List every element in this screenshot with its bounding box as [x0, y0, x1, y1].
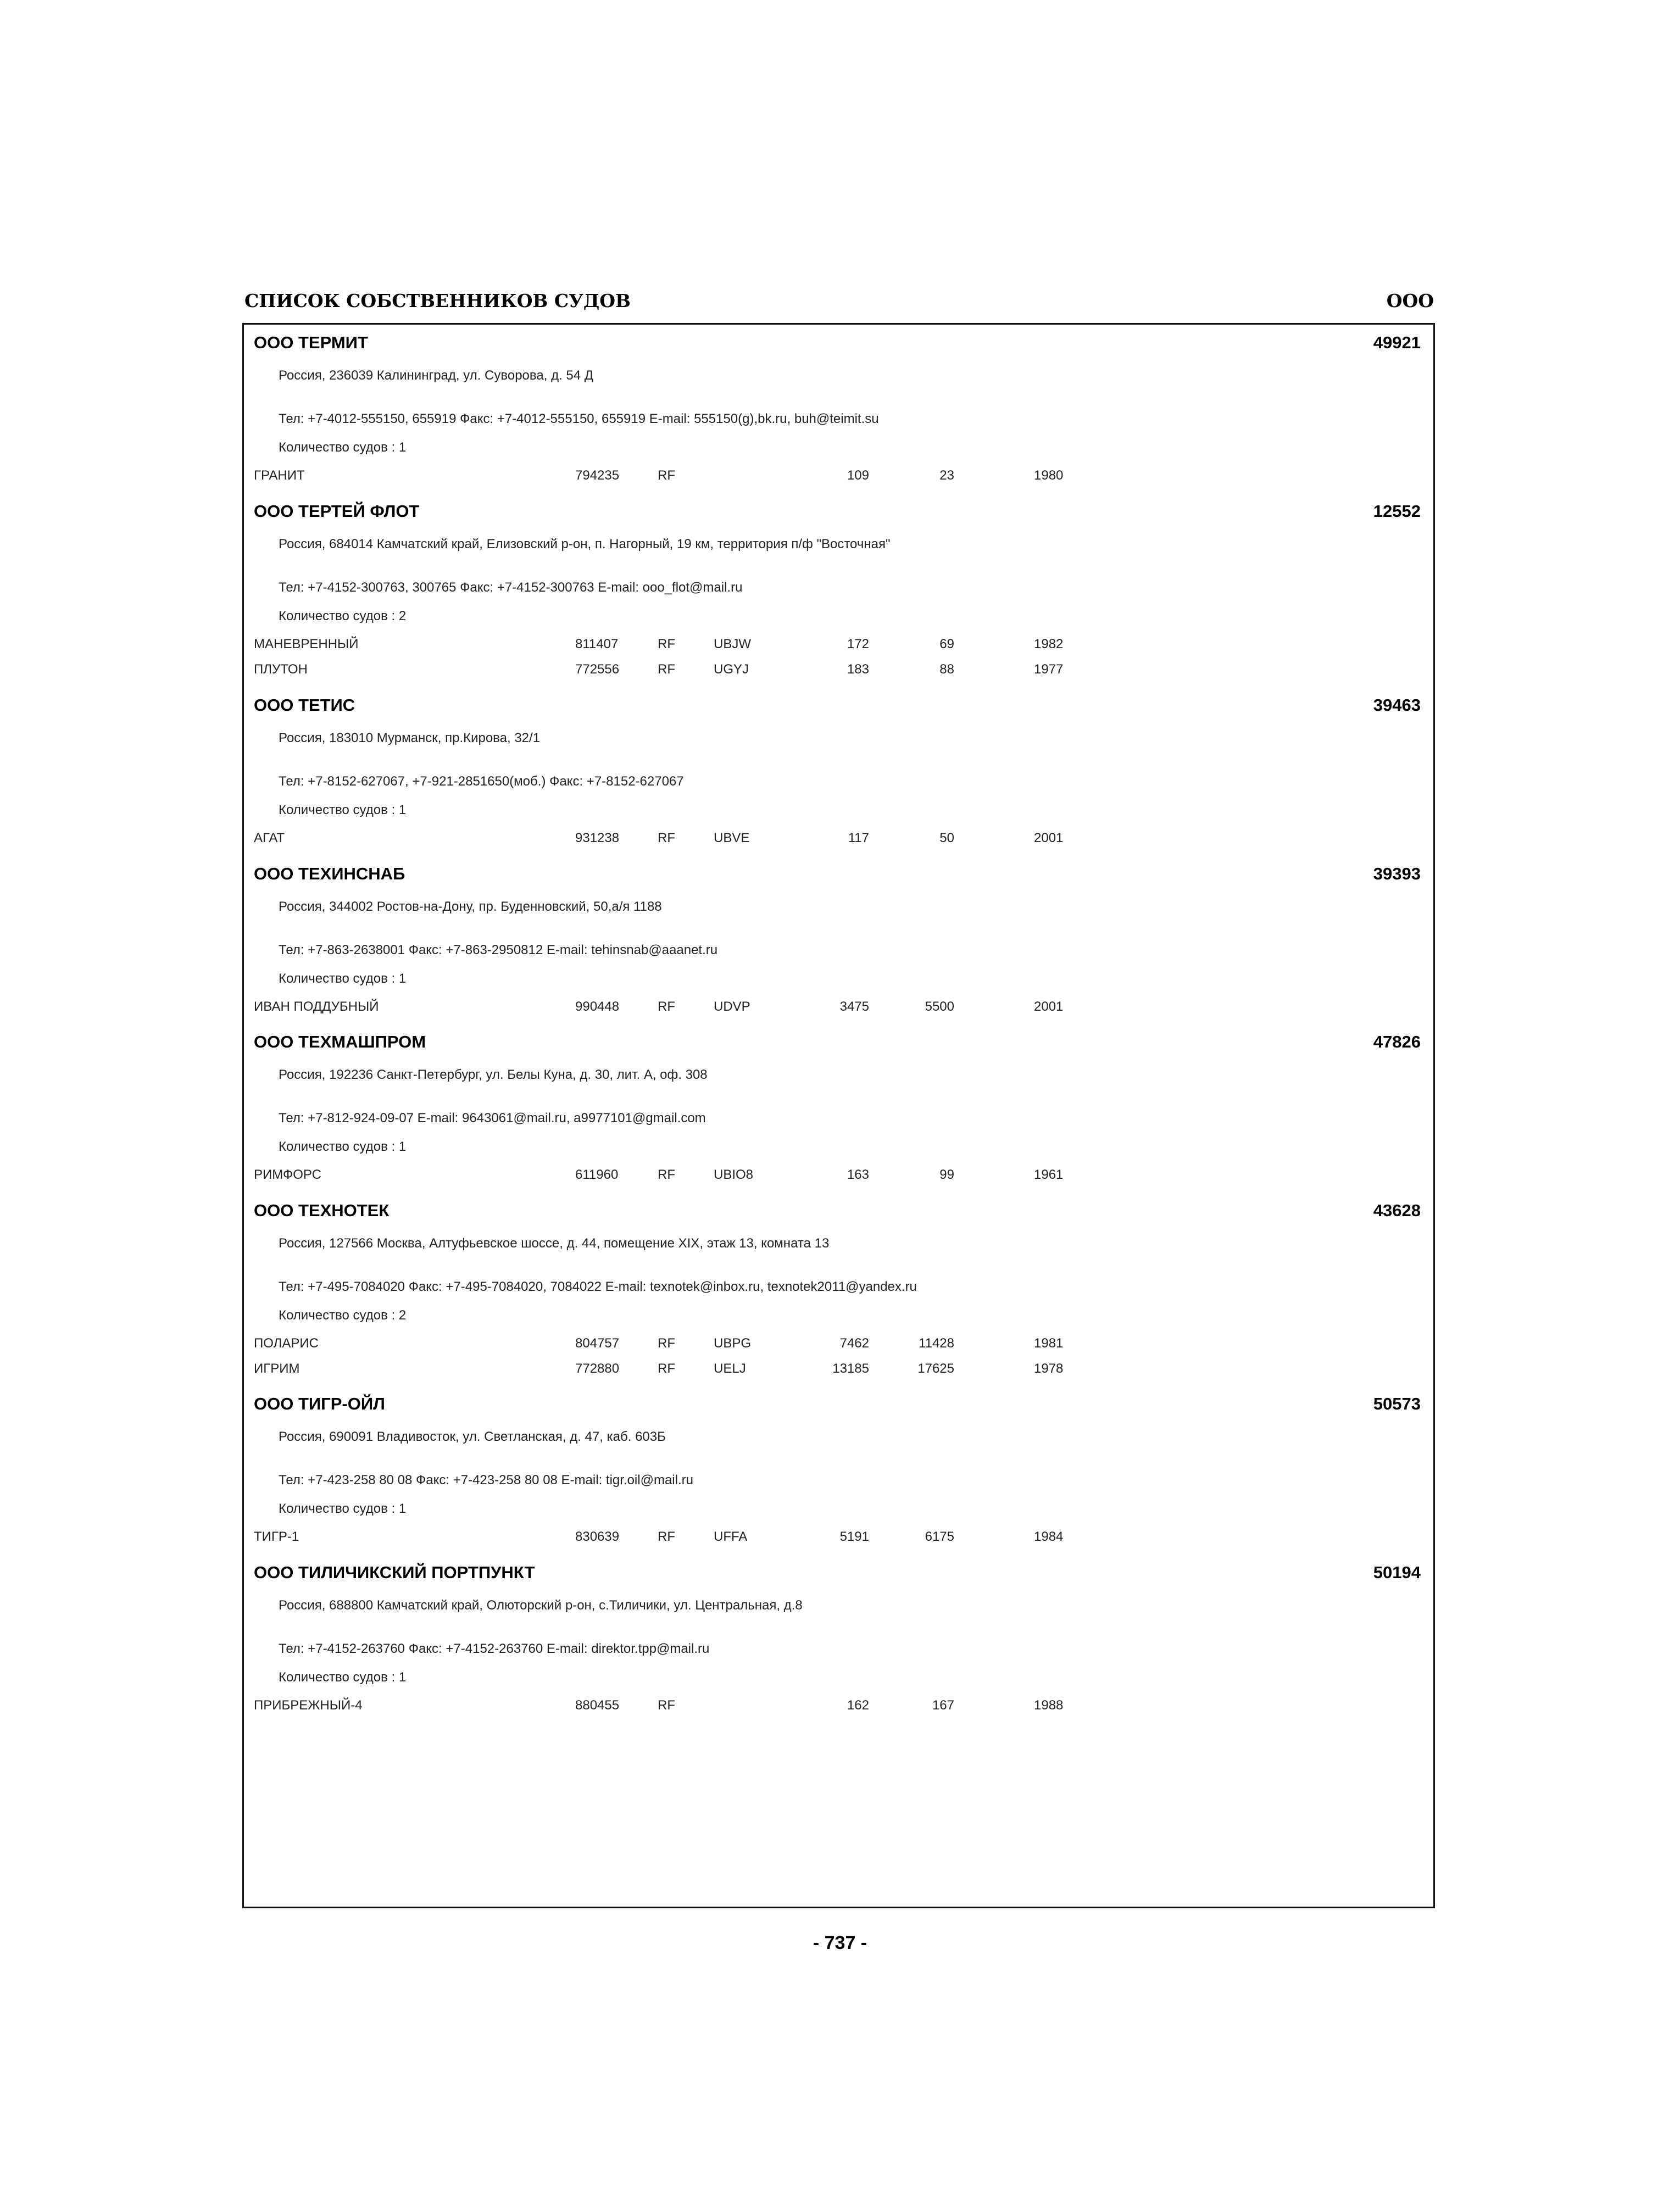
owner-id: 39463 — [1373, 695, 1421, 715]
owners-list-frame — [242, 323, 1435, 1908]
owner-id: 50573 — [1373, 1394, 1421, 1413]
vessel-value-b: 11428 — [919, 1336, 954, 1351]
vessel-name: АГАТ — [254, 831, 285, 845]
vessel-row — [254, 1167, 1133, 1193]
owner-contacts: Тел: +7-495-7084020 Факс: +7-495-7084020, 7084022 E-mail: texnotek@inbox.ru, texnotek2011@yandex.ru — [279, 1279, 917, 1294]
owner-header — [254, 1032, 1421, 1059]
vessel-name: ИГРИМ — [254, 1361, 300, 1376]
page-header — [244, 290, 1434, 316]
vessel-list — [254, 468, 1133, 493]
vessel-year: 1982 — [1034, 637, 1064, 651]
vessel-row — [254, 1529, 1133, 1555]
vessel-value-a: 117 — [848, 831, 869, 845]
vessel-number: 611960 — [575, 1167, 619, 1182]
vessel-name: ПОЛАРИС — [254, 1336, 319, 1351]
vessel-value-b: 6175 — [925, 1529, 954, 1544]
vessel-number: 990448 — [575, 999, 620, 1014]
vessel-count: Количество судов : 1 — [279, 440, 407, 455]
owner-address: Россия, 688800 Камчатский край, Олюторский р-он, с.Тиличики, ул. Центральная, д.8 — [279, 1598, 803, 1613]
owner-id: 47826 — [1373, 1032, 1421, 1051]
vessel-row — [254, 468, 1133, 493]
owner-name: ООО ТЕХИНСНАБ — [254, 864, 405, 883]
owner-contacts: Тел: +7-4012-555150, 655919 Факс: +7-4012-555150, 655919 E-mail: 555150(g),bk.ru, buh@teimit.su — [279, 411, 879, 426]
vessel-list — [254, 1529, 1133, 1555]
vessel-list — [254, 831, 1133, 856]
vessel-row — [254, 662, 1133, 687]
vessel-callsign: UBIO8 — [714, 1167, 754, 1182]
owner-entry — [254, 864, 1421, 1014]
owner-entry — [254, 333, 1421, 483]
vessel-flag: RF — [658, 468, 675, 483]
owner-contacts: Тел: +7-4152-263760 Факс: +7-4152-263760 E-mail: direktor.tpp@mail.ru — [279, 1641, 710, 1656]
owner-header — [254, 1201, 1421, 1227]
vessel-value-a: 172 — [847, 637, 869, 651]
owner-contacts: Тел: +7-4152-300763, 300765 Факс: +7-4152-300763 E-mail: ooo_flot@mail.ru — [279, 580, 743, 595]
vessel-value-b: 99 — [939, 1167, 954, 1182]
owner-header — [254, 502, 1421, 528]
vessel-count: Количество судов : 1 — [279, 803, 407, 817]
vessel-flag: RF — [658, 999, 675, 1014]
vessel-name: ИВАН ПОДДУБНЫЙ — [254, 999, 379, 1014]
vessel-year: 1961 — [1034, 1167, 1064, 1182]
vessel-row — [254, 1361, 1133, 1386]
vessel-name: ТИГР-1 — [254, 1529, 299, 1544]
vessel-value-b: 69 — [939, 637, 954, 651]
vessel-number: 804757 — [575, 1336, 620, 1351]
owner-name: ООО ТИГР-ОЙЛ — [254, 1394, 385, 1413]
vessel-count: Количество судов : 1 — [279, 1501, 407, 1516]
vessel-value-b: 23 — [939, 468, 954, 483]
owner-entry — [254, 1394, 1421, 1544]
vessel-value-a: 162 — [847, 1698, 869, 1713]
vessel-count: Количество судов : 2 — [279, 609, 407, 623]
vessel-number: 811407 — [575, 637, 619, 651]
vessel-flag: RF — [658, 662, 675, 677]
vessel-year: 1980 — [1034, 468, 1064, 483]
vessel-year: 2001 — [1034, 831, 1064, 845]
owner-name: ООО ТИЛИЧИКСКИЙ ПОРТПУНКТ — [254, 1563, 535, 1582]
owner-id: 39393 — [1373, 864, 1421, 883]
vessel-row — [254, 831, 1133, 856]
vessel-count: Количество судов : 1 — [279, 971, 407, 986]
vessel-list — [254, 1336, 1133, 1386]
owner-contacts: Тел: +7-423-258 80 08 Факс: +7-423-258 80 08 E-mail: tigr.oil@mail.ru — [279, 1473, 693, 1488]
owner-address: Россия, 192236 Санкт-Петербург, ул. Белы Куна, д. 30, лит. А, оф. 308 — [279, 1067, 708, 1082]
owner-header — [254, 864, 1421, 890]
vessel-list — [254, 1167, 1133, 1193]
owner-address: Россия, 684014 Камчатский край, Елизовский р-он, п. Нагорный, 19 км, территория п/ф "Восточная" — [279, 537, 891, 552]
vessel-flag: RF — [658, 831, 675, 845]
owner-header — [254, 695, 1421, 722]
vessel-number: 830639 — [575, 1529, 620, 1544]
vessel-value-a: 3475 — [839, 999, 869, 1014]
owner-name: ООО ТЕРМИТ — [254, 333, 368, 352]
owner-id: 12552 — [1373, 502, 1421, 521]
owner-entry — [254, 1201, 1421, 1376]
vessel-year: 1978 — [1034, 1361, 1064, 1376]
owner-address: Россия, 344002 Ростов-на-Дону, пр. Буденновский, 50,а/я 1188 — [279, 899, 662, 914]
owner-entry — [254, 502, 1421, 677]
vessel-callsign: UFFA — [714, 1529, 748, 1544]
vessel-name: РИМФОРС — [254, 1167, 321, 1182]
vessel-year: 1988 — [1034, 1698, 1064, 1713]
owner-entry — [254, 1563, 1421, 1713]
vessel-list — [254, 999, 1133, 1024]
vessel-value-b: 88 — [939, 662, 954, 677]
vessel-row — [254, 999, 1133, 1024]
page-title: СПИСОК СОБСТВЕННИКОВ СУДОВ — [244, 290, 631, 311]
owner-header — [254, 1394, 1421, 1420]
vessel-value-a: 183 — [847, 662, 869, 677]
vessel-callsign: UDVP — [714, 999, 750, 1014]
vessel-count: Количество судов : 1 — [279, 1670, 407, 1685]
owner-name: ООО ТЕХМАШПРОМ — [254, 1032, 426, 1051]
vessel-value-a: 109 — [847, 468, 869, 483]
owner-entry — [254, 1032, 1421, 1182]
vessel-row — [254, 1336, 1133, 1361]
vessel-value-b: 5500 — [925, 999, 954, 1014]
vessel-flag: RF — [658, 1167, 675, 1182]
vessel-number: 931238 — [575, 831, 620, 845]
vessel-number: 772880 — [575, 1361, 620, 1376]
vessel-row — [254, 637, 1133, 662]
vessel-name: ПЛУТОН — [254, 662, 308, 677]
owner-address: Россия, 127566 Москва, Алтуфьевское шоссе, д. 44, помещение XIX, этаж 13, комната 13 — [279, 1236, 830, 1251]
vessel-value-a: 13185 — [832, 1361, 869, 1376]
owner-id: 49921 — [1373, 333, 1421, 352]
vessel-number: 794235 — [575, 468, 620, 483]
vessel-value-a: 5191 — [839, 1529, 869, 1544]
owner-address: Россия, 183010 Мурманск, пр.Кирова, 32/1 — [279, 731, 541, 745]
owner-header — [254, 333, 1421, 359]
vessel-year: 1977 — [1034, 662, 1064, 677]
vessel-flag: RF — [658, 637, 675, 651]
vessel-flag: RF — [658, 1529, 675, 1544]
vessel-year: 1981 — [1034, 1336, 1064, 1351]
vessel-value-a: 163 — [847, 1167, 869, 1182]
vessel-name: ГРАНИТ — [254, 468, 305, 483]
vessel-number: 772556 — [575, 662, 620, 677]
vessel-flag: RF — [658, 1336, 675, 1351]
vessel-callsign: UGYJ — [714, 662, 749, 677]
vessel-callsign: UBVE — [714, 831, 750, 845]
vessel-value-b: 167 — [932, 1698, 954, 1713]
owner-address: Россия, 690091 Владивосток, ул. Светланская, д. 47, каб. 603Б — [279, 1429, 666, 1444]
vessel-year: 1984 — [1034, 1529, 1064, 1544]
page-number: - 737 - — [813, 1932, 867, 1953]
section-label: ООО — [1386, 290, 1434, 311]
vessel-count: Количество судов : 1 — [279, 1139, 407, 1154]
vessel-callsign: UBJW — [714, 637, 751, 651]
owner-header — [254, 1563, 1421, 1589]
vessel-value-a: 7462 — [839, 1336, 869, 1351]
vessel-row — [254, 1698, 1133, 1723]
vessel-name: МАНЕВРЕННЫЙ — [254, 637, 359, 651]
vessel-count: Количество судов : 2 — [279, 1308, 407, 1323]
vessel-list — [254, 637, 1133, 687]
owner-contacts: Тел: +7-8152-627067, +7-921-2851650(моб.) Факс: +7-8152-627067 — [279, 774, 684, 789]
vessel-year: 2001 — [1034, 999, 1064, 1014]
vessel-number: 880455 — [575, 1698, 620, 1713]
owner-id: 43628 — [1373, 1201, 1421, 1220]
owner-contacts: Тел: +7-863-2638001 Факс: +7-863-2950812 E-mail: tehinsnab@aaanet.ru — [279, 943, 718, 957]
owner-name: ООО ТЕРТЕЙ ФЛОТ — [254, 502, 420, 521]
vessel-value-b: 50 — [939, 831, 954, 845]
vessel-value-b: 17625 — [917, 1361, 954, 1376]
vessel-flag: RF — [658, 1361, 675, 1376]
owner-name: ООО ТЕХНОТЕК — [254, 1201, 390, 1220]
owner-address: Россия, 236039 Калининград, ул. Суворова, д. 54 Д — [279, 368, 594, 383]
vessel-name: ПРИБРЕЖНЫЙ-4 — [254, 1698, 363, 1713]
vessel-list — [254, 1698, 1133, 1723]
vessel-flag: RF — [658, 1698, 675, 1713]
owner-id: 50194 — [1373, 1563, 1421, 1582]
vessel-callsign: UELJ — [714, 1361, 746, 1376]
owner-entry — [254, 695, 1421, 845]
owner-contacts: Тел: +7-812-924-09-07 E-mail: 9643061@mail.ru, a9977101@gmail.com — [279, 1111, 706, 1126]
owner-name: ООО ТЕТИС — [254, 695, 355, 715]
vessel-callsign: UBPG — [714, 1336, 752, 1351]
